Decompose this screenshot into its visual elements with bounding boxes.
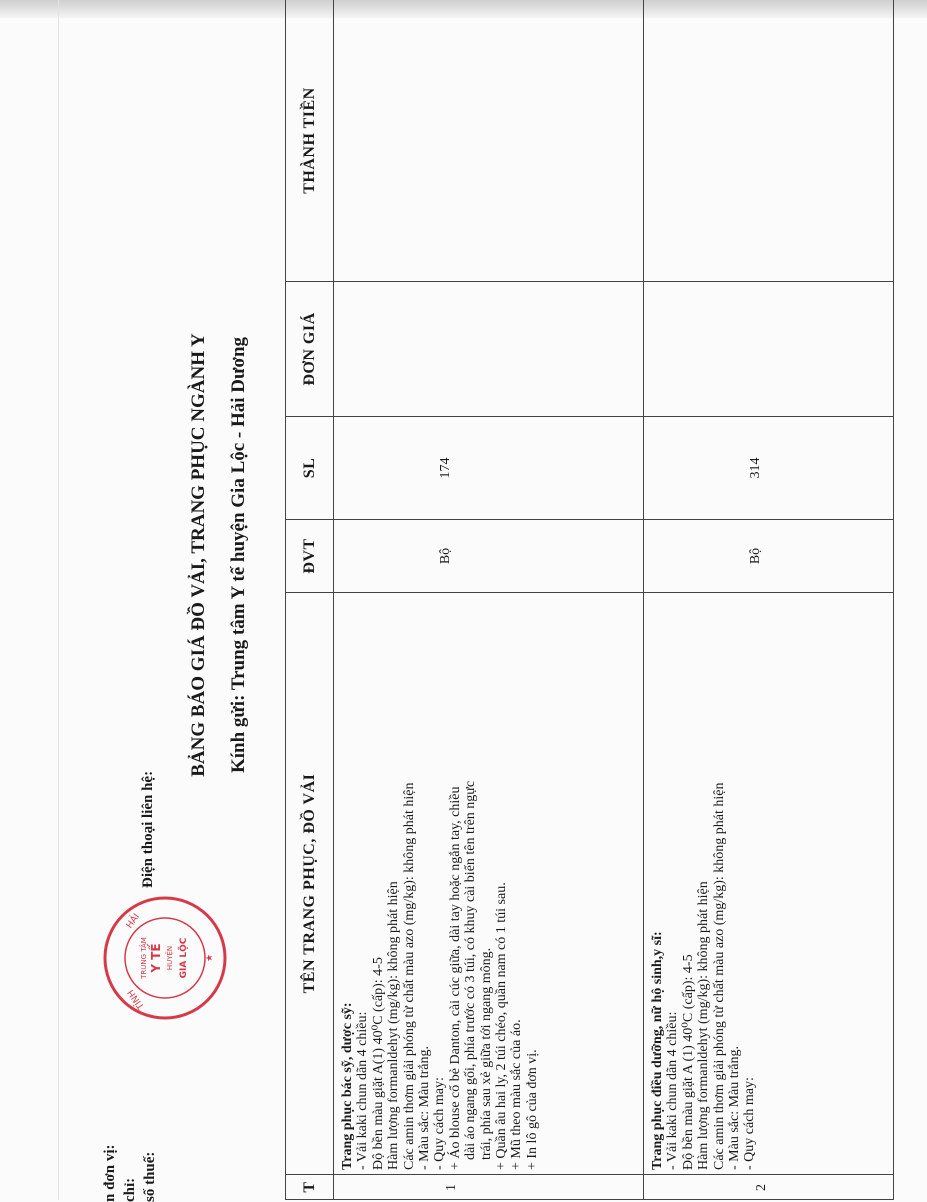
item-line: Hàm lượng formanldehyt (mg/kg): không phát hiện — [696, 597, 711, 1170]
item-heading: Trang phục điều dưỡng, nữ hộ sinh,y sĩ: — [650, 597, 665, 1170]
svg-text:★: ★ — [205, 954, 215, 962]
quotation-table — [285, 0, 894, 1200]
item-line: Các amin thơm giải phóng từ chất màu azo (mg/kg): không phát hiện — [402, 597, 417, 1170]
item-amount — [644, 0, 894, 282]
svg-text:Y TẾ: Y TẾ — [147, 943, 163, 974]
document-title: BẢNG BÁO GIÁ ĐỒ VẢI, TRANG PHỤC NGÀNH Y — [188, 0, 210, 1110]
item-line: - Vải kaki chun dãn 4 chiều: — [665, 597, 680, 1170]
item-line: + Mũ theo màu sắc của áo. — [509, 597, 524, 1170]
item-unit: Bộ — [644, 520, 894, 593]
svg-text:TRUNG TÂM: TRUNG TÂM — [139, 937, 148, 980]
item-unit-price — [334, 282, 644, 417]
item-line: + Áo blouse cổ bẻ Danton, cài cúc giữa, dài tay hoặc ngắn tay, chiều — [448, 597, 463, 1170]
item-line: Độ bền màu giặt A(1) 40⁰C (cấp): 4-5 — [371, 597, 386, 1170]
item-heading: Trang phục bác sỹ, dược sỹ: — [340, 597, 355, 1170]
item-quantity: 314 — [644, 417, 894, 520]
svg-text:HUYỆN: HUYỆN — [165, 946, 174, 970]
recipient-line: Kính gửi: Trung tâm Y tế huyện Gia Lộc - Hải Dương — [228, 0, 250, 1110]
item-quantity: 174 — [334, 417, 644, 520]
item-unit-price — [644, 282, 894, 417]
item-line: - Màu sắc: Màu trắng. — [727, 597, 742, 1170]
item-line: - Quy cách may: — [432, 597, 447, 1170]
item-line: + In lô gô của đơn vị. — [525, 597, 540, 1170]
col-header-stt: T — [286, 1175, 334, 1200]
tax-code-label: số thuế: — [140, 1152, 160, 1202]
table-row — [334, 0, 644, 1200]
phone-label: Điện thoại liên hệ: — [140, 771, 157, 888]
item-line: + Quần âu hai ly, 2 túi chéo, quần nam có 1 túi sau. — [494, 597, 509, 1170]
item-line: Độ bền màu giặt A (1) 40⁰C (cấp): 4-5 — [681, 597, 696, 1170]
unit-name-label: n đơn vị: — [100, 1145, 120, 1202]
address-label: chỉ: — [120, 1178, 140, 1202]
item-description — [334, 593, 644, 1175]
svg-text:GIA LỘC: GIA LỘC — [178, 937, 189, 978]
table-header-row — [286, 0, 334, 1200]
table-row — [644, 0, 894, 1200]
item-unit: Bộ — [334, 520, 644, 593]
item-line: - Vải kaki chun dãn 4 chiều: — [355, 597, 370, 1170]
row-number: 1 — [334, 1175, 644, 1200]
item-line: trái, phía sau xẻ giữa tới ngang mông. — [479, 597, 494, 1170]
item-line: Hàm lượng formanldehyt (mg/kg): không phát hiện — [386, 597, 401, 1170]
item-line: - Quy cách may: — [742, 597, 757, 1170]
col-header-quantity: SL — [286, 417, 334, 520]
row-number: 2 — [644, 1175, 894, 1200]
official-red-stamp — [100, 893, 230, 1023]
item-line: Các amin thơm giải phóng từ chất màu azo (mg/kg): không phát hiện — [712, 597, 727, 1170]
col-header-item-name: TÊN TRANG PHỤC, ĐỒ VẢI — [286, 593, 334, 1175]
svg-text:HẢI: HẢI — [123, 911, 142, 931]
col-header-unit-price: ĐƠN GIÁ — [286, 282, 334, 417]
col-header-unit: ĐVT — [286, 520, 334, 593]
item-line: - Màu sắc: Màu trắng. — [417, 597, 432, 1170]
svg-text:TỈNH: TỈNH — [125, 987, 148, 1012]
item-description — [644, 593, 894, 1175]
item-line: dài áo ngang gối, phía trước có 3 túi, có khuy cài biển tên trên ngực — [463, 597, 478, 1170]
item-amount — [334, 0, 644, 282]
col-header-amount: THÀNH TIỀN — [286, 0, 334, 282]
